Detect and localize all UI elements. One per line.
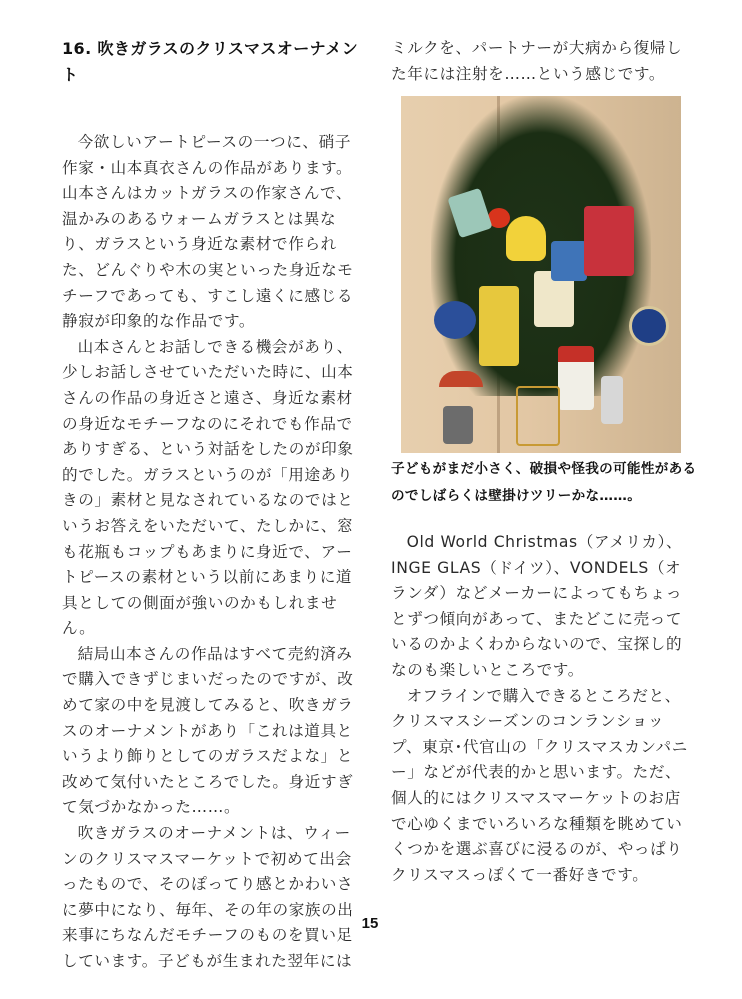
body-paragraph: 結局山本さんの作品はすべて売約済みで購入できずじまいだったのですが、改めて家の中を見渡してみると、吹きガラスのオーナメントがあり「これは道具というより飾りとしてのガラスだよな」と改めて気付いたところでした。身近すぎて気づかなかった……。 (62, 644, 354, 817)
section-heading: 16. 吹きガラスのクリスマスオーナメント (62, 39, 359, 84)
body-paragraph: Old World Christmas（アメリカ）、INGE GLAS（ドイツ）、VONDELS（オランダ）などメーカーによってもちょっとずつ傾向があって、またどこに売っているのかよくわからないので、宝探し的なのも楽しいところです。 (391, 533, 683, 679)
ornament-popcorn (584, 206, 634, 276)
ornament-caviar-tin (629, 306, 669, 346)
ornament-arcade (479, 286, 519, 366)
page-number: 15 (361, 915, 379, 932)
ornament-umbrella (439, 371, 483, 387)
left-column (62, 36, 364, 975)
body-paragraph: 今欲しいアートピースの一つに、硝子作家・山本真衣さんの作品があります。山本さんはカットガラスの作家さんで、温かみのあるウォームガラスとは異なり、ガラスという身近な素材で作られた、どんぐりや木の実といった身近なモチーフであっても、すこし遠くに感じる静寂が印象的な作品です。 (62, 133, 354, 331)
ornament-moka-pot (601, 376, 623, 424)
ornament-car (443, 406, 473, 444)
body-paragraph: 山本さんとお話しできる機会があり、少しお話しさせていただいた時に、山本さんの作品の身近さと遠さ、身近な素材の身近なモチーフなのにそれでも作品でありすぎる、という対話をしたのが印象的でした。ガラスというのが「用途ありきの」素材と見なされているなのではというお答えをいただいて、たしかに、窓も花瓶もコップもあまりに身近で、アートピースの素材という以前にあまりに道具としての側面が強いのかもしれません。 (62, 337, 354, 638)
ornament-cart (516, 386, 560, 446)
christmas-ornament-photo (401, 96, 681, 453)
ornament-soup-can (558, 346, 594, 410)
body-paragraph: オフラインで購入できるところだと、クリスマスシーズンのコンランショップ、東京･代官山の「クリスマスカンパニー」などが代表的かと思います。ただ、個人的にはクリスマスマーケットのお店で心ゆくまでいろいろな種類を眺めていくつかを選ぶ喜びに浸るのが、やっぱりクリスマスっぽくて一番好きです。 (391, 686, 688, 884)
body-paragraph: 吹きガラスのオーナメントは、ウィーンのクリスマスマーケットで初めて出会ったもので、そのぽってり感とかわいさに夢中になり、毎年、その年の家族の出来事にちなんだモチーフのものを買い足しています。子どもが生まれた翌年には (62, 824, 354, 970)
right-column-top (391, 36, 691, 87)
right-column-body (391, 530, 691, 888)
ornament-banana (506, 216, 546, 261)
ornament-cookie-tin (434, 301, 476, 339)
photo-caption: 子どもがまだ小さく、破損や怪我の可能性があるのでしばらくは壁掛けツリーかな……。 (391, 461, 697, 504)
ornament-bookshelf (551, 241, 587, 281)
continued-paragraph: ミルクを、パートナーが大病から復帰した年には注射を……という感じです。 (391, 39, 683, 83)
